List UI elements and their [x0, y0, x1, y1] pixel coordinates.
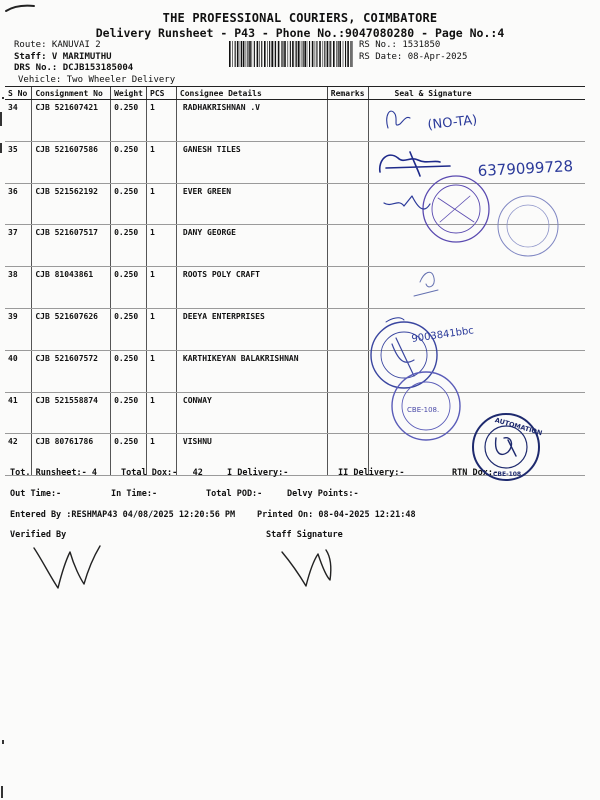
- handwriting-row34: (NO-TA): [426, 112, 478, 133]
- sno-cell: 38: [5, 267, 32, 309]
- weight-cell: 0.250: [111, 267, 147, 309]
- remarks-cell: [327, 183, 368, 225]
- consignee-cell: EVER GREEN: [176, 183, 327, 225]
- scan-dot-icon: [2, 97, 4, 99]
- table-row: [5, 267, 585, 309]
- stamp-automation-top: AUTOMATION: [493, 416, 544, 438]
- i-delivery: I Delivery:-: [227, 468, 289, 478]
- weight-cell: 0.250: [111, 308, 147, 350]
- consignment-cell: CJB 521607421: [32, 100, 111, 142]
- pcs-cell: 1: [147, 225, 177, 267]
- total-pod: Total POD:-: [206, 489, 263, 499]
- seal-cell: [368, 183, 585, 225]
- weight-cell: 0.250: [111, 350, 147, 392]
- remarks-cell: [327, 267, 368, 309]
- table-row: [5, 225, 585, 267]
- meta-right: [359, 40, 467, 63]
- remarks-cell: [327, 100, 368, 142]
- table-row: [5, 183, 585, 225]
- pcs-cell: 1: [147, 392, 177, 434]
- scan-mark-icon: [0, 112, 2, 126]
- weight-cell: 0.250: [111, 100, 147, 142]
- pcs-cell: 1: [147, 267, 177, 309]
- runsheet-table: [5, 86, 585, 476]
- weight-cell: 0.250: [111, 434, 147, 476]
- table-row: [5, 350, 585, 392]
- col-weight: Weight: [111, 87, 147, 100]
- in-time: In Time:-: [111, 489, 158, 499]
- scan-mark-icon: [0, 143, 2, 153]
- pcs-cell: 1: [147, 141, 177, 183]
- table-row: [5, 392, 585, 434]
- sno-cell: 35: [5, 141, 32, 183]
- table-row: [5, 308, 585, 350]
- consignee-cell: DANY GEORGE: [176, 225, 327, 267]
- col-consignee: Consignee Details: [176, 87, 327, 100]
- seal-cell: [368, 100, 585, 142]
- consignment-cell: CJB 80761786: [32, 434, 111, 476]
- consignee-cell: VISHNU: [176, 434, 327, 476]
- verified-by-label: Verified By: [10, 530, 67, 540]
- printed-on: Printed On: 08-04-2025 12:21:48: [257, 510, 416, 520]
- entered-by: Entered By :RESHMAP43 04/08/2025 12:20:56 PM: [10, 510, 236, 520]
- sno-cell: 34: [5, 100, 32, 142]
- consignment-cell: CJB 81043861: [32, 267, 111, 309]
- rs-date-text: RS Date: 08-Apr-2025: [359, 51, 468, 62]
- consignment-cell: CJB 521558874: [32, 392, 111, 434]
- remarks-cell: [327, 141, 368, 183]
- total-dox: Total Dox:- 42: [121, 468, 203, 478]
- col-remarks: Remarks: [327, 87, 368, 100]
- rs-no-text: RS No.: 1531850: [359, 40, 441, 50]
- drs-text: DRS No.: DCJB153185004: [14, 63, 134, 73]
- seal-cell: [368, 350, 585, 392]
- ii-delivery: II Delivery:-: [338, 468, 405, 478]
- handwriting-row35: 6379099728: [477, 157, 574, 180]
- pcs-cell: 1: [147, 350, 177, 392]
- consignee-cell: ROOTS POLY CRAFT: [176, 267, 327, 309]
- staff-text: Staff: V MARIMUTHU: [14, 51, 112, 62]
- tot-runsheet: Tot. Runsheet:- 4: [10, 468, 97, 478]
- vehicle-text: Vehicle: Two Wheeler Delivery: [18, 74, 176, 85]
- route-text: Route: KANUVAI 2: [14, 40, 101, 50]
- sno-cell: 42: [5, 434, 32, 476]
- table-row: [5, 100, 585, 142]
- runsheet-subtitle: Delivery Runsheet - P43 - Phone No.:9047080280 - Page No.:4: [95, 26, 505, 40]
- pcs-cell: 1: [147, 434, 177, 476]
- weight-cell: 0.250: [111, 225, 147, 267]
- delvy-points: Delvy Points:-: [287, 489, 359, 499]
- out-time: Out Time:-: [10, 489, 62, 499]
- weight-cell: 0.250: [111, 392, 147, 434]
- consignee-cell: GANESH TILES: [176, 141, 327, 183]
- remarks-cell: [327, 308, 368, 350]
- meta-left: [14, 40, 175, 86]
- seal-cell: [368, 392, 585, 434]
- consignee-cell: RADHAKRISHNAN .V: [176, 100, 327, 142]
- col-consignment: Consignment No: [32, 87, 111, 100]
- consignment-cell: CJB 521562192: [32, 183, 111, 225]
- weight-cell: 0.250: [111, 183, 147, 225]
- stamp-cbe-text: CBE-108.: [407, 406, 440, 414]
- remarks-cell: [327, 225, 368, 267]
- consignment-cell: CJB 521607572: [32, 350, 111, 392]
- scan-mark-icon: [1, 786, 3, 798]
- rtn-dox: RTN Dox:-: [452, 468, 499, 478]
- staff-signature-label: Staff Signature: [266, 530, 343, 540]
- sno-cell: 39: [5, 308, 32, 350]
- table-row: [5, 141, 585, 183]
- col-seal: Seal & Signature: [368, 87, 585, 100]
- col-pcs: PCS: [147, 87, 177, 100]
- consignment-cell: CJB 521607626: [32, 308, 111, 350]
- pcs-cell: 1: [147, 183, 177, 225]
- verified-signature-icon: [34, 546, 100, 588]
- col-sno: S No: [5, 87, 32, 100]
- seal-cell: [368, 225, 585, 267]
- company-title: THE PROFESSIONAL COURIERS, COIMBATORE: [162, 11, 438, 25]
- sno-cell: 37: [5, 225, 32, 267]
- remarks-cell: [327, 350, 368, 392]
- pcs-cell: 1: [147, 308, 177, 350]
- consignment-cell: CJB 521607586: [32, 141, 111, 183]
- staff-signature-icon: [282, 550, 331, 586]
- scan-dot-icon: [2, 740, 4, 744]
- sno-cell: 40: [5, 350, 32, 392]
- remarks-cell: [327, 392, 368, 434]
- consignee-cell: CONWAY: [176, 392, 327, 434]
- consignee-cell: KARTHIKEYAN BALAKRISHNAN: [176, 350, 327, 392]
- pcs-cell: 1: [147, 100, 177, 142]
- sno-cell: 41: [5, 392, 32, 434]
- handwriting-row39: 9003841bbc: [410, 325, 475, 345]
- weight-cell: 0.250: [111, 141, 147, 183]
- consignee-cell: DEEYA ENTERPRISES: [176, 308, 327, 350]
- stamp-automation-bottom: CBE-108: [493, 471, 522, 478]
- seal-cell: [368, 308, 585, 350]
- barcode-icon: [229, 41, 355, 67]
- seal-cell: [368, 141, 585, 183]
- seal-cell: [368, 267, 585, 309]
- table-header-row: [5, 87, 585, 100]
- consignment-cell: CJB 521607517: [32, 225, 111, 267]
- sno-cell: 36: [5, 183, 32, 225]
